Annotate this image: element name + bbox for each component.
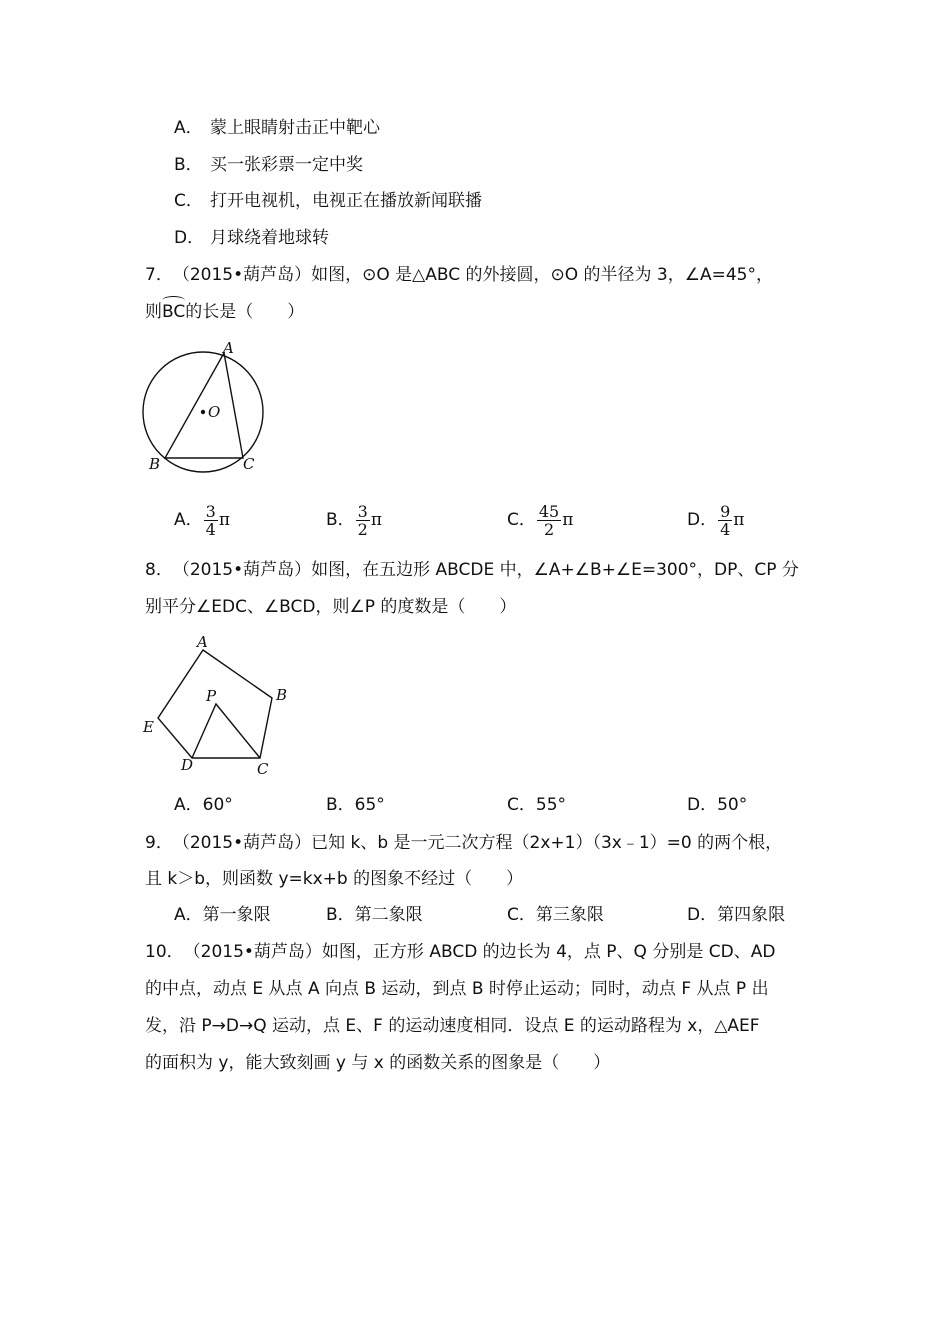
numerator: 3 [205, 501, 216, 521]
q7-option-d [687, 501, 744, 539]
denominator: 4 [205, 519, 216, 539]
label-c: C [243, 455, 255, 473]
option-label: D． [687, 905, 718, 925]
q10-stem-line4: 的面积为 y，能大致刻画 y 与 x 的函数关系的图象是（ ） [145, 1053, 611, 1073]
option-label: C． [507, 795, 536, 815]
option-text: 买一张彩票一定中奖 [210, 155, 363, 175]
numerator: 9 [720, 501, 731, 521]
label-a: A [197, 633, 208, 651]
option-text: 第三象限 [535, 905, 604, 925]
q7-option-a [174, 501, 230, 539]
q7-prefix: 则 [145, 302, 162, 322]
option-text: 打开电视机，电视正在播放新闻联播 [210, 191, 482, 211]
q7-option-c [507, 501, 573, 539]
q8-option-a [174, 793, 233, 817]
option-label: D． [687, 510, 718, 530]
q7-figure-circle-triangle [140, 340, 280, 480]
option-text: 蒙上眼睛射击正中靶心 [210, 118, 380, 138]
pi-symbol: π [562, 510, 574, 530]
q8-stem-line1: 8． （2015•葫芦岛）如图，在五边形 ABCDE 中，∠A+∠B+∠E=300°，DP、CP 分 [145, 560, 799, 580]
fraction [204, 503, 218, 538]
pi-symbol: π [218, 510, 231, 530]
option-text: 65° [354, 795, 385, 815]
q7-stem-line2 [145, 300, 304, 324]
label-c: C [257, 760, 269, 778]
label-b: B [276, 686, 288, 704]
option-text: 55° [535, 795, 567, 815]
label-d: D [181, 756, 194, 774]
q6-option-d [174, 226, 329, 250]
option-label: C． [507, 905, 536, 925]
option-label: C． [507, 510, 536, 530]
q8-stem-line2: 别平分∠EDC、∠BCD，则∠P 的度数是（ ） [145, 597, 517, 617]
fraction [356, 503, 370, 538]
option-label: A． [174, 905, 203, 925]
q6-option-b [174, 153, 363, 177]
option-label: B． [174, 155, 203, 175]
q6-option-a [174, 116, 380, 140]
option-text: 第四象限 [717, 905, 786, 925]
q9-option-d [687, 903, 785, 927]
option-label: A． [174, 118, 203, 138]
q6-option-c [174, 189, 482, 213]
label-b: B [149, 455, 161, 473]
option-text: 50° [717, 795, 748, 815]
q10-stem-line1: 10． （2015•葫芦岛）如图，正方形 ABCD 的边长为 4，点 P、Q 分别是 CD、AD [145, 942, 776, 962]
q7-option-b [326, 501, 382, 539]
denominator: 2 [543, 519, 555, 539]
numerator: 3 [357, 501, 368, 521]
option-label: D． [687, 795, 718, 815]
option-label: A． [174, 510, 203, 530]
option-label: B． [326, 510, 355, 530]
q8-option-d [687, 793, 747, 817]
label-p: P [206, 687, 217, 705]
denominator: 2 [357, 519, 368, 539]
label-o: O [208, 403, 221, 421]
option-label: D． [174, 228, 205, 248]
option-label: B． [326, 795, 355, 815]
q7-stem-line1: 7． （2015•葫芦岛）如图，⊙O 是△ABC 的外接圆，⊙O 的半径为 3，∠A=45°， [145, 265, 773, 285]
pi-symbol: π [733, 510, 745, 530]
denominator: 4 [720, 519, 731, 539]
q10-stem-line3: 发，沿 P→D→Q 运动，点 E、F 的运动速度相同．设点 E 的运动路程为 x，△AEF [145, 1016, 760, 1036]
q8-figure-pentagon [140, 632, 300, 782]
option-text: 第一象限 [202, 905, 271, 925]
q9-option-a [174, 903, 271, 927]
q9-option-b [326, 903, 423, 927]
label-e: E [143, 718, 154, 736]
numerator: 45 [538, 501, 560, 521]
q7-suffix: 的长是（ ） [185, 302, 305, 322]
option-text: 月球绕着地球转 [210, 228, 329, 248]
pi-symbol: π [370, 510, 383, 530]
q9-option-c [507, 903, 604, 927]
q8-option-b [326, 793, 385, 817]
option-label: B． [326, 905, 355, 925]
label-a: A [223, 340, 234, 357]
fraction [537, 503, 561, 538]
fraction [718, 503, 732, 538]
q9-stem-line2: 且 k＞b，则函数 y=kx+b 的图象不经过（ ） [145, 869, 524, 889]
q8-option-c [507, 793, 566, 817]
q9-stem-line1: 9． （2015•葫芦岛）已知 k、b 是一元二次方程（2x+1）（3x﹣1）=0 的两个根， [145, 833, 783, 853]
bisector-lines [192, 704, 260, 758]
center-point [201, 410, 205, 414]
option-text: 第二象限 [354, 905, 423, 925]
triangle-abc [165, 353, 243, 458]
option-label: A． [174, 795, 203, 815]
q10-stem-line2: 的中点，动点 E 从点 A 向点 B 运动，到点 B 时停止运动；同时，动点 F 从点 P 出 [145, 979, 769, 999]
option-text: 60° [202, 795, 233, 815]
option-label: C． [174, 191, 203, 211]
arc-bc: BC [162, 302, 186, 322]
